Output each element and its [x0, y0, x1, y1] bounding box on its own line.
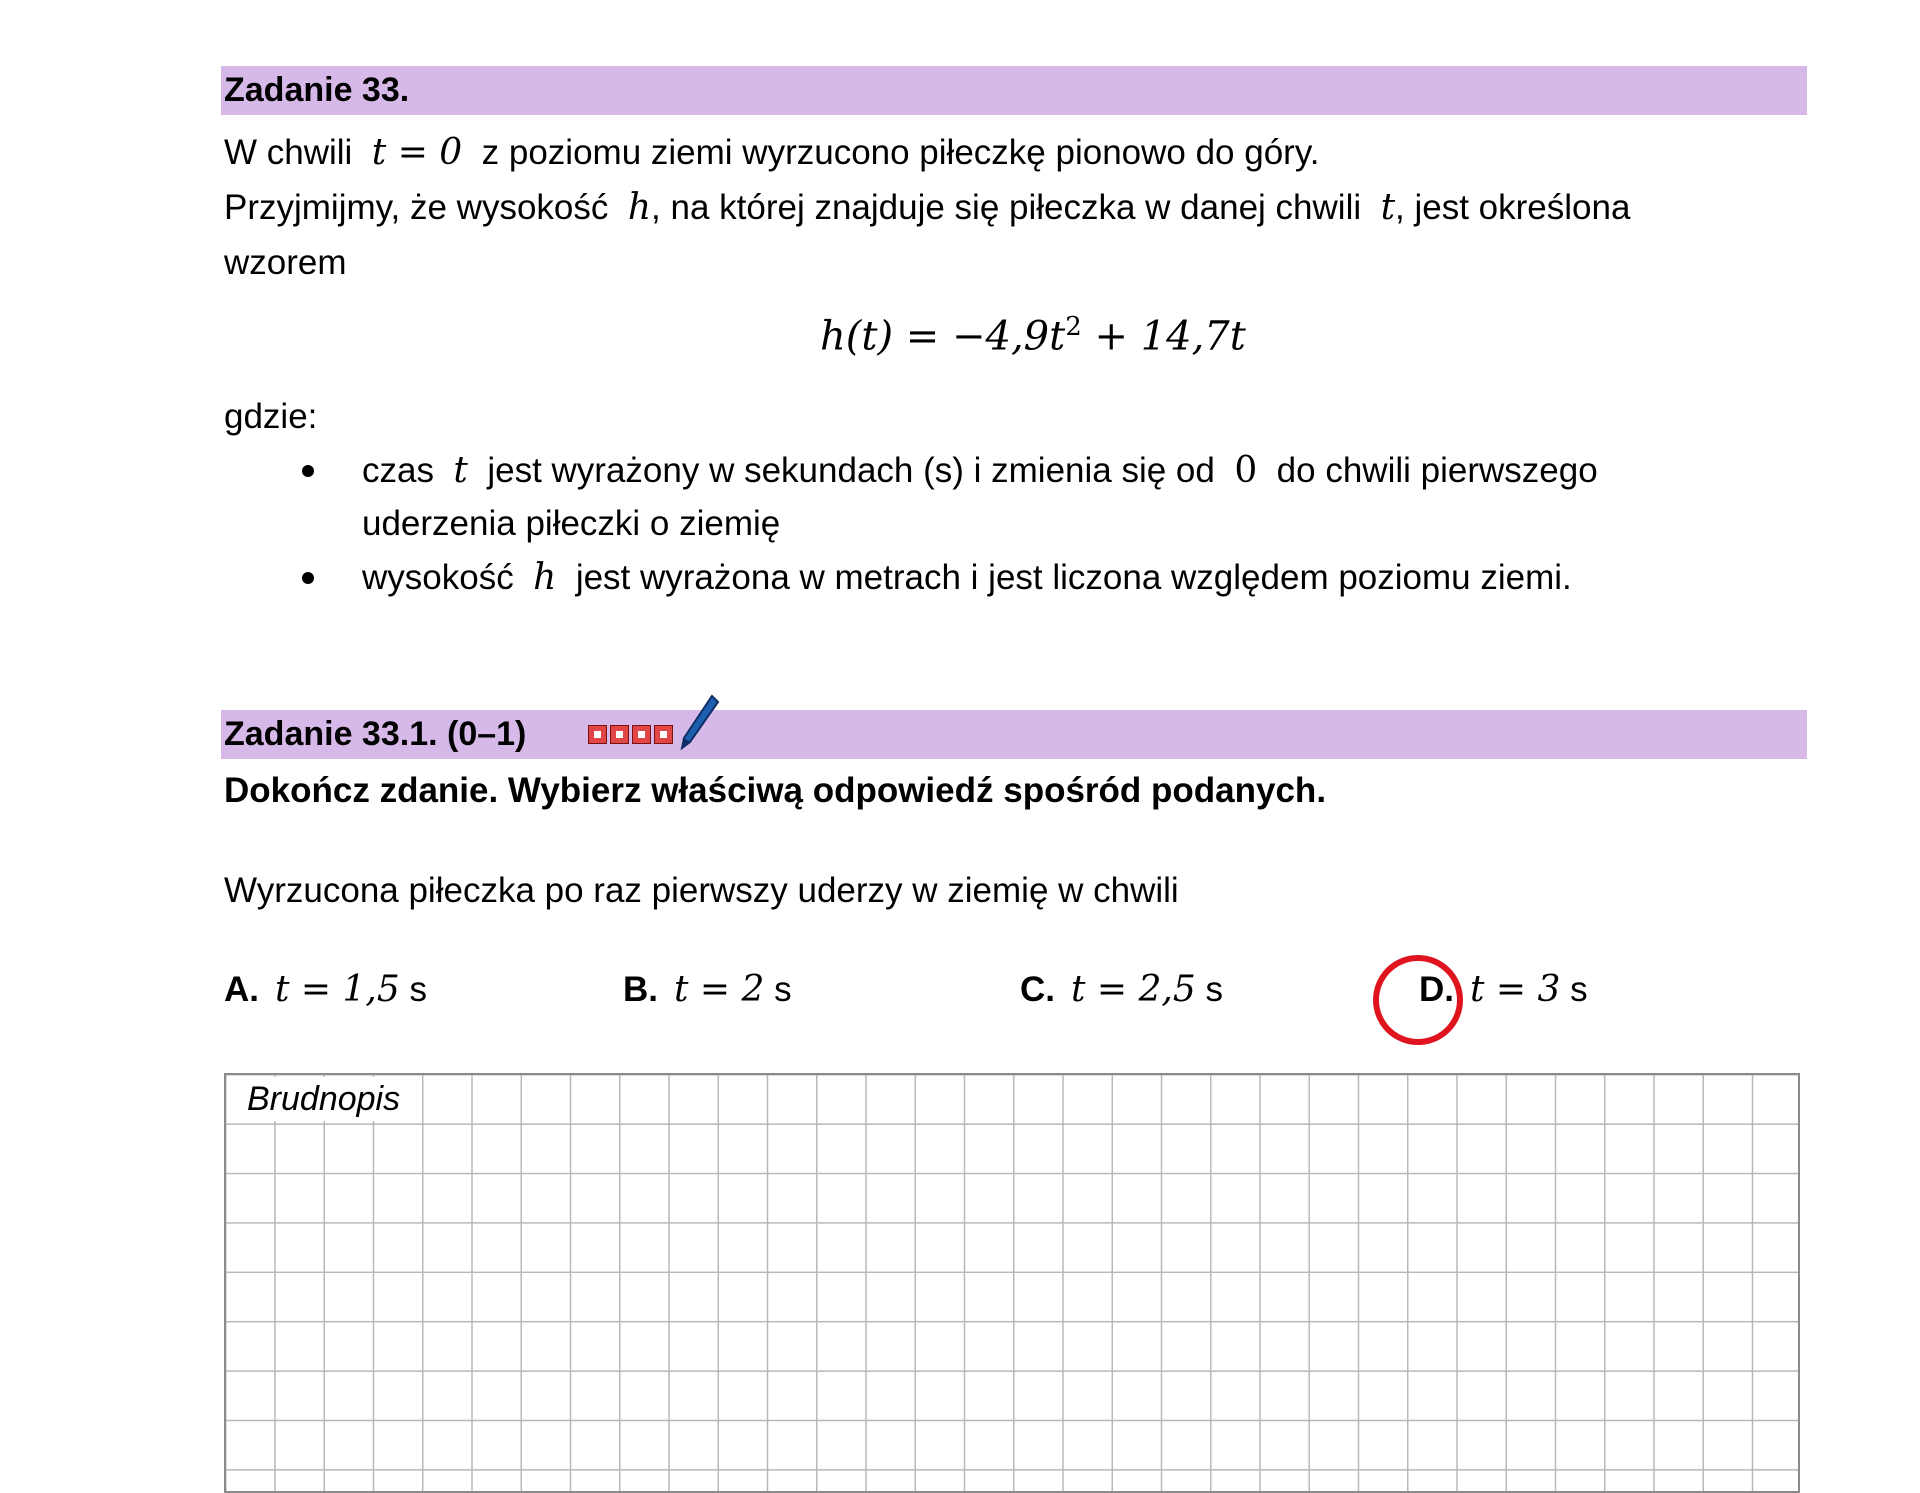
line1-text-b: z poziomu ziemi wyrzucono piłeczkę pionowo do góry. — [481, 133, 1320, 172]
option-d-unit: s — [1570, 970, 1588, 1009]
task-line-1 — [224, 133, 1319, 173]
line2-text-b: , na której znajduje się piłeczka w danej chwili — [651, 188, 1362, 227]
checkbox-squares-icon — [588, 725, 676, 744]
option-b-letter: B. — [623, 970, 658, 1009]
formula — [820, 312, 1246, 359]
option-b[interactable] — [623, 970, 792, 1010]
bullet1-math-t: t — [453, 450, 468, 491]
math-h: h — [627, 187, 652, 228]
subtask-instruction: Dokończ zdanie. Wybierz właściwą odpowiedź spośród podanych. — [224, 771, 1327, 810]
option-c[interactable] — [1020, 970, 1223, 1010]
math-t: t — [1380, 187, 1396, 228]
formula-rhs: + 14,7t — [1081, 313, 1246, 360]
task-header-band — [221, 66, 1807, 115]
bullet-dot-1 — [302, 465, 314, 477]
bullet1-text-b: jest wyrażony w sekundach (s) i zmienia się od — [487, 451, 1215, 490]
bullet-dot-2 — [302, 572, 314, 584]
option-a-letter: A. — [224, 970, 259, 1009]
scratch-label: Brudnopis — [229, 1077, 410, 1121]
line2-text-c: , jest określona — [1395, 188, 1631, 227]
pen-icon — [678, 692, 722, 752]
option-a-value: t = 1,5 — [275, 969, 400, 1010]
bullet2-text-a: wysokość — [362, 558, 514, 597]
task-line-2 — [224, 188, 1630, 228]
line2-text-a: Przyjmijmy, że wysokość — [224, 188, 609, 227]
bullet1-math-zero: 0 — [1234, 450, 1258, 491]
where-label: gdzie: — [224, 397, 318, 436]
bullet1-text-c: do chwili pierwszego — [1276, 451, 1598, 490]
option-b-value: t = 2 — [674, 969, 765, 1010]
line1-text-a: W chwili — [224, 133, 353, 172]
math-t0: t = 0 — [371, 132, 463, 173]
option-c-letter: C. — [1020, 970, 1055, 1009]
task-line-3: wzorem — [224, 243, 347, 282]
bullet1-text-a: czas — [362, 451, 434, 490]
task-title: Zadanie 33. — [224, 71, 410, 109]
subtask-stem: Wyrzucona piłeczka po raz pierwszy uderzy w ziemię w chwili — [224, 871, 1179, 910]
bullet2-text-b: jest wyrażona w metrach i jest liczona względem poziomu ziemi. — [575, 558, 1572, 597]
option-a[interactable] — [224, 970, 427, 1010]
option-d-value: t = 3 — [1470, 969, 1561, 1010]
bullet-1-line-1 — [362, 451, 1598, 491]
option-c-unit: s — [1205, 970, 1224, 1009]
subtask-title: Zadanie 33.1. (0–1) — [224, 715, 527, 753]
scratch-grid[interactable] — [224, 1073, 1800, 1493]
bullet2-math-h: h — [533, 557, 557, 598]
selected-answer-circle — [1373, 955, 1463, 1045]
option-a-unit: s — [409, 970, 428, 1009]
option-d-letter: D. — [1419, 970, 1454, 1009]
option-c-value: t = 2,5 — [1071, 969, 1196, 1010]
bullet-2-line — [362, 558, 1572, 598]
option-b-unit: s — [774, 970, 792, 1009]
bullet-1-line-2: uderzenia piłeczki o ziemię — [362, 504, 781, 543]
formula-exponent: 2 — [1065, 312, 1082, 342]
formula-lhs: h(t) = −4,9t — [820, 313, 1066, 360]
